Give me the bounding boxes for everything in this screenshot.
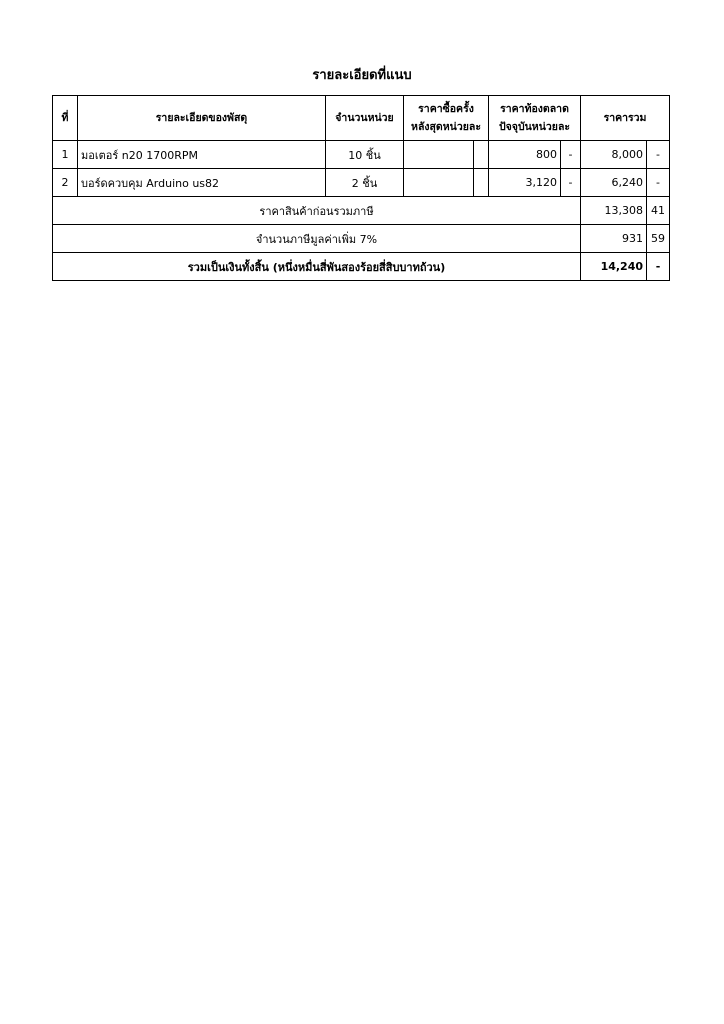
item-description: มอเตอร์ n20 1700RPM <box>78 141 326 169</box>
header-quantity: จำนวนหน่วย <box>326 96 404 141</box>
header-no: ที่ <box>53 96 78 141</box>
item-market-baht: 3,120 <box>489 169 561 197</box>
vat-label: จำนวนภาษีมูลค่าเพิ่ม 7% <box>53 225 581 253</box>
page-title: รายละเอียดที่แนบ <box>312 68 412 83</box>
header-total: ราคารวม <box>581 96 670 141</box>
item-last-purchase-satang <box>474 141 489 169</box>
item-last-purchase-baht <box>404 141 474 169</box>
item-no: 1 <box>53 141 78 169</box>
item-last-purchase-satang <box>474 169 489 197</box>
item-description: บอร์ดควบคุม Arduino us82 <box>78 169 326 197</box>
attachment-table <box>52 95 670 281</box>
item-total-satang: - <box>647 141 670 169</box>
subtotal-satang: 41 <box>647 197 670 225</box>
item-market-satang: - <box>561 169 581 197</box>
item-quantity: 10 ชิ้น <box>326 141 404 169</box>
table-row <box>53 169 670 197</box>
item-market-baht: 800 <box>489 141 561 169</box>
subtotal-row <box>53 197 670 225</box>
item-total-baht: 8,000 <box>581 141 647 169</box>
grand-total-baht: 14,240 <box>581 253 647 281</box>
grand-total-row <box>53 253 670 281</box>
subtotal-baht: 13,308 <box>581 197 647 225</box>
vat-row <box>53 225 670 253</box>
header-last-purchase-price: ราคาซื้อครั้ง หลังสุดหน่วยละ <box>404 96 489 141</box>
item-quantity: 2 ชิ้น <box>326 169 404 197</box>
item-total-satang: - <box>647 169 670 197</box>
grand-total-label: รวมเป็นเงินทั้งสิ้น (หนึ่งหมื่นสี่พันสองร้อยสี่สิบบาทถ้วน) <box>53 253 581 281</box>
item-no: 2 <box>53 169 78 197</box>
table-row <box>53 141 670 169</box>
grand-total-satang: - <box>647 253 670 281</box>
header-market-price: ราคาท้องตลาด ปัจจุบันหน่วยละ <box>489 96 581 141</box>
item-market-satang: - <box>561 141 581 169</box>
item-total-baht: 6,240 <box>581 169 647 197</box>
header-row <box>53 96 670 141</box>
vat-satang: 59 <box>647 225 670 253</box>
item-last-purchase-baht <box>404 169 474 197</box>
vat-baht: 931 <box>581 225 647 253</box>
header-description: รายละเอียดของพัสดุ <box>78 96 326 141</box>
subtotal-label: ราคาสินค้าก่อนรวมภาษี <box>53 197 581 225</box>
